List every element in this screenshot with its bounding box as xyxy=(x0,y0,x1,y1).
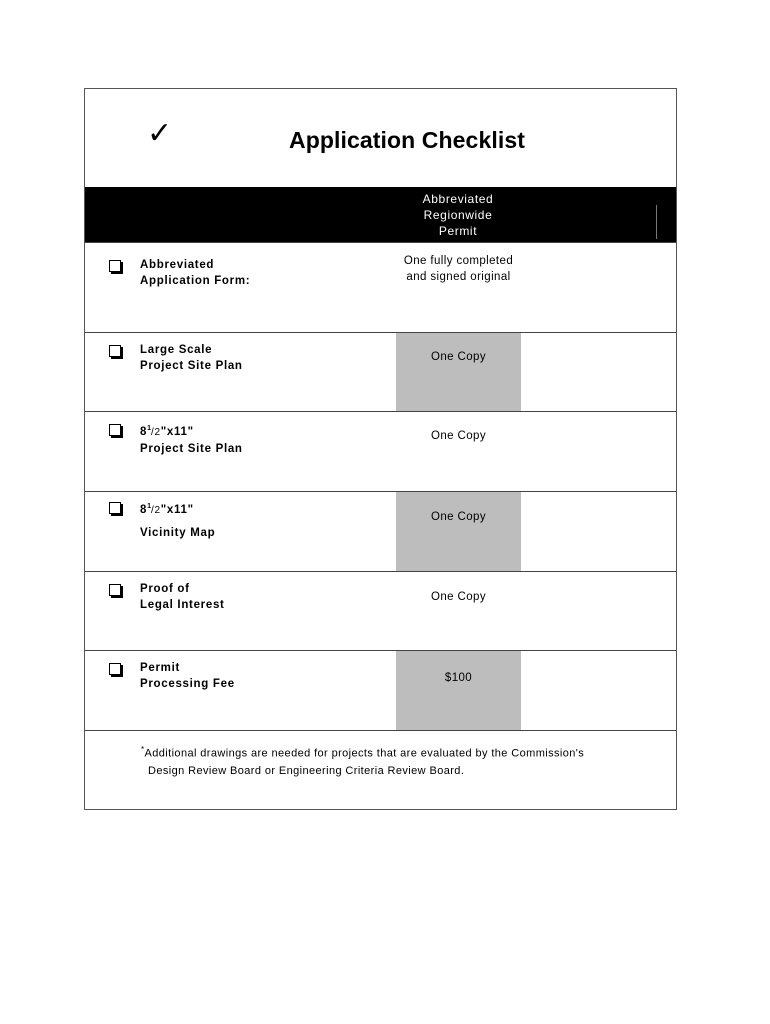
checkbox-icon[interactable] xyxy=(109,260,121,272)
row-value: $100 xyxy=(444,672,473,684)
footnote: *Additional drawings are needed for projects that are evaluated by the Commission's Design Review Board or Engineering Criteria Review Board. xyxy=(141,745,585,777)
checklist-row-large-scale-site-plan xyxy=(85,332,676,411)
header-divider xyxy=(656,205,657,239)
checkmark-icon: ✓ xyxy=(147,116,173,151)
checkbox-icon[interactable] xyxy=(109,663,121,675)
column-header-line: Abbreviated xyxy=(422,192,494,206)
shaded-cell xyxy=(396,333,521,411)
checklist-row-processing-fee xyxy=(85,650,676,730)
row-value: One Copy xyxy=(431,351,486,363)
checkbox-icon[interactable] xyxy=(109,345,121,357)
column-header-line: Regionwide xyxy=(423,208,493,222)
row-label: $8^1/2"x11$" Vicinity Map xyxy=(140,499,215,541)
title-row xyxy=(85,89,676,187)
page-title: Application Checklist xyxy=(289,127,525,153)
row-value: One Copy xyxy=(431,591,486,603)
shaded-cell xyxy=(396,492,521,571)
checklist-row-small-site-plan xyxy=(85,411,676,491)
paper-size: $8^1/2"x11$" xyxy=(140,503,194,516)
checklist-row-vicinity-map xyxy=(85,491,676,571)
row-label: Abbreviated Application Form: xyxy=(140,259,251,287)
footnote-row xyxy=(85,730,676,809)
checklist-row-legal-interest xyxy=(85,571,676,650)
checkbox-icon[interactable] xyxy=(109,502,121,514)
shaded-cell xyxy=(396,651,521,730)
row-value: One fully completed and signed original xyxy=(403,255,514,283)
row-value: One Copy xyxy=(431,511,486,523)
column-header-line: Permit xyxy=(438,224,478,238)
paper-size: $8^1/2"x11$" xyxy=(140,425,194,438)
column-header-permit xyxy=(395,191,521,239)
checkbox-icon[interactable] xyxy=(109,424,121,436)
row-label: $8^1/2"x11$" Project Site Plan xyxy=(140,421,243,457)
column-header-bar xyxy=(85,187,676,242)
checklist-form xyxy=(84,88,677,810)
row-label: Large Scale Project Site Plan xyxy=(140,344,243,372)
checklist-row-application-form xyxy=(85,242,676,332)
row-value: One Copy xyxy=(431,430,486,442)
checkbox-icon[interactable] xyxy=(109,584,121,596)
row-label: Proof of Legal Interest xyxy=(140,583,225,611)
row-label: Permit Processing Fee xyxy=(140,662,235,690)
